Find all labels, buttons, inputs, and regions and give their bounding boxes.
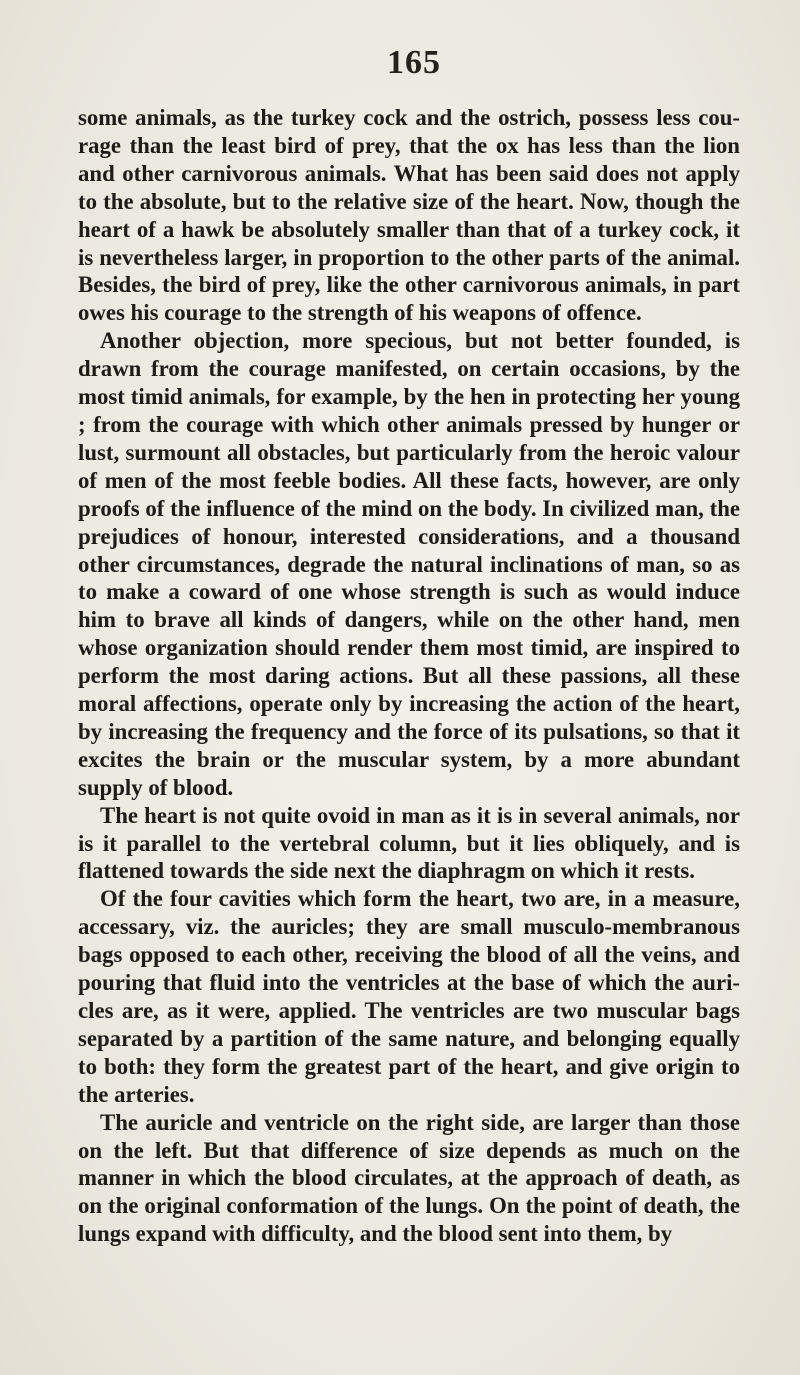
paragraph-objection: Another objection, more specious, but not better founded, is drawn from the courage manifested, on certain occasions, by the most timid animals, for example, by the hen in protecting her young ; from the courage with which other animals pressed by hunger or lust, surmount all obstacles, but particularly from the heroic valour of men of the most feeble bodies. All these facts, however, are only proofs of the influence of the mind on the body. In civilized man, the prejudices of honour, interested considerations, and a thousand other circumstances, degrade the natural inclinations of man, so as to make a coward of one whose strength is such as would induce him to brave all kinds of dangers, while on the other hand, men whose organization should render them most timid, are inspired to perform the most daring actions. But all these passions, all these moral affections, operate only by increasing the action of the heart, by increasing the frequency and the force of its pulsations, so that it excites the brain or the muscular system, by a more abundant supply of blood. <box>78 328 740 800</box>
paragraph-continuation: some animals, as the turkey cock and the ostrich, possess less courage than the least bird of prey, that the ox has less than the lion and other carnivorous animals. What has been said does not apply to the absolute, but to the relative size of the heart. Now, though the heart of a hawk be absolutely smaller than that of a turkey cock, it is nevertheless larger, in proportion to the other parts of the animal. Besides, the bird of prey, like the other carnivorous animals, in part owes his courage to the strength of his weapons of offence. <box>78 105 740 326</box>
paragraph-heart-shape: The heart is not quite ovoid in man as it is in several animals, nor is it parallel to the vertebral column, but it lies obliquely, and is flattened towards the side next the diaphragm on which it rests. <box>78 802 740 884</box>
body-text <box>78 104 740 1248</box>
page-number: 165 <box>387 44 441 81</box>
paragraph-auricle-ventricle: The auricle and ventricle on the right side, are larger than those on the left. But that difference of size depends as much on the manner in which the blood circulates, at the approach of death, as on the original conformation of the lungs. On the point of death, the lungs expand with difficulty, and the blood sent into them, by <box>78 1109 740 1247</box>
paragraph-cavities: Of the four cavities which form the heart, two are, in a measure, accessary, viz. the auricles; they are small musculo-membranous bags opposed to each other, receiving the blood of all the veins, and pouring that fluid into the ventricles at the base of which the auricles are, as it were, applied. The ventricles are two muscular bags separated by a partition of the same nature, and belonging equally to both: they form the greatest part of the heart, and give origin to the arteries. <box>78 886 740 1107</box>
